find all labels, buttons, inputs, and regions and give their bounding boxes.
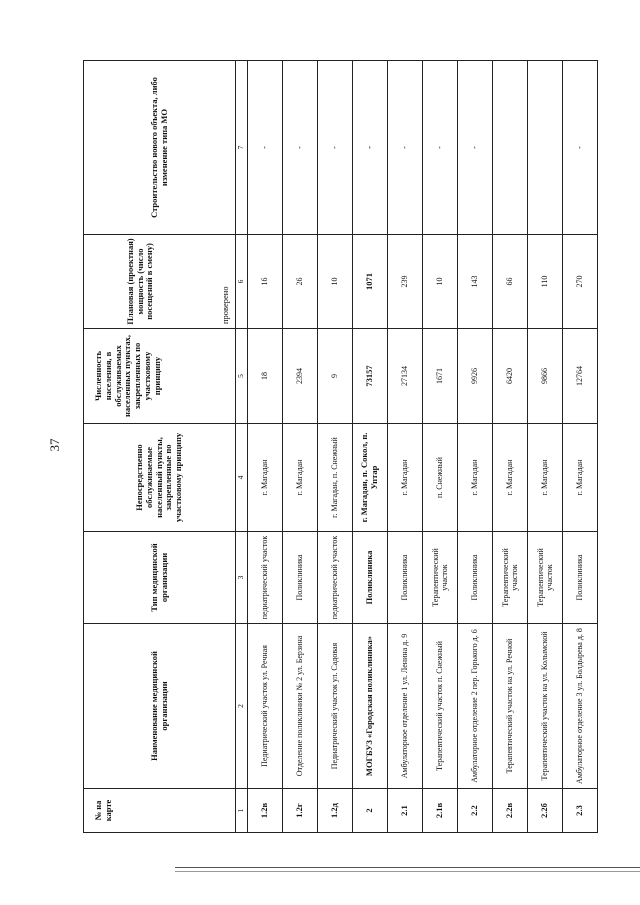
- cell-construction-change: -: [318, 61, 353, 235]
- table-row: [563, 61, 598, 833]
- cell-served-settlements: г. Магадан: [388, 424, 423, 532]
- table-row: [388, 61, 423, 833]
- cell-organization-name: Амбулаторное отделение 1 ул. Ленина д. 9: [388, 624, 423, 789]
- col-num-5: 5: [236, 329, 248, 424]
- cell-map-number: 2.2б: [528, 789, 563, 833]
- header-capacity: [84, 235, 236, 329]
- rotated-table-wrapper: [83, 61, 585, 833]
- cell-construction-change: -: [388, 61, 423, 235]
- medical-organizations-table: [83, 60, 598, 833]
- cell-population: 9926: [458, 329, 493, 424]
- cell-organization-type: Терапевтический участок: [528, 532, 563, 624]
- col-num-3: 3: [236, 532, 248, 624]
- table-row: [248, 61, 283, 833]
- cell-population: 9866: [528, 329, 563, 424]
- cell-map-number: 1.2в: [248, 789, 283, 833]
- cell-organization-name: Терапевтический участок п. Снежный: [423, 624, 458, 789]
- cell-construction-change: [528, 61, 563, 235]
- cell-capacity: 16: [248, 235, 283, 329]
- document-page: [83, 61, 585, 833]
- cell-organization-type: Поликлиника: [353, 532, 388, 624]
- cell-map-number: 2.2в: [493, 789, 528, 833]
- cell-capacity: 270: [563, 235, 598, 329]
- cell-population: 6420: [493, 329, 528, 424]
- header-organization-name: Наименование медицинской организации: [84, 624, 236, 789]
- table-row-summary: [353, 61, 388, 833]
- table-row: [528, 61, 563, 833]
- table-row: [458, 61, 493, 833]
- header-map-number: № на карте: [84, 789, 236, 833]
- cell-capacity: 26: [283, 235, 318, 329]
- cell-organization-type: Терапевтический участок: [423, 532, 458, 624]
- cell-served-settlements: г. Магадан: [528, 424, 563, 532]
- cell-organization-name: Педиатрический участок ул. Садовая: [318, 624, 353, 789]
- cell-served-settlements: г. Магадан: [493, 424, 528, 532]
- cell-capacity: 66: [493, 235, 528, 329]
- cell-capacity: 1071: [353, 235, 388, 329]
- table-row: [493, 61, 528, 833]
- cell-construction-change: -: [353, 61, 388, 235]
- cell-organization-name: Амбулаторное отделение 3 ул. Болдырева д. 8: [563, 624, 598, 789]
- cell-organization-name: Терапевтический участок на ул. Колымской: [528, 624, 563, 789]
- cell-organization-type: Поликлиника: [388, 532, 423, 624]
- cell-served-settlements: г. Магадан: [283, 424, 318, 532]
- cell-capacity: 239: [388, 235, 423, 329]
- header-construction-change: Строительство нового объекта, либо изменение типа МО: [84, 61, 236, 235]
- page-number: 37: [47, 438, 62, 452]
- cell-map-number: 2.3: [563, 789, 598, 833]
- cell-construction-change: [493, 61, 528, 235]
- cell-organization-type: Поликлиника: [283, 532, 318, 624]
- cell-map-number: 2.1в: [423, 789, 458, 833]
- cell-population: 9: [318, 329, 353, 424]
- table-row: [318, 61, 353, 833]
- cell-map-number: 2.2: [458, 789, 493, 833]
- column-number-row: [236, 61, 248, 833]
- cell-organization-type: Поликлиника: [563, 532, 598, 624]
- cell-served-settlements: г. Магадан: [563, 424, 598, 532]
- header-capacity-note: проверено: [220, 286, 231, 324]
- cell-map-number: 1.2г: [283, 789, 318, 833]
- table-row: [423, 61, 458, 833]
- col-num-7: 7: [236, 61, 248, 235]
- cell-population: 12764: [563, 329, 598, 424]
- cell-organization-type: Терапевтический участок: [493, 532, 528, 624]
- col-num-6: 6: [236, 235, 248, 329]
- header-population: Численность населения, в обслуживаемых населенных пунктах, закрепленных по участковому принципу: [84, 329, 236, 424]
- cell-capacity: 10: [318, 235, 353, 329]
- cell-construction-change: -: [423, 61, 458, 235]
- col-num-1: 1: [236, 789, 248, 833]
- cell-construction-change: -: [283, 61, 318, 235]
- cell-served-settlements: г. Магадан, п. Сокол, п. Уптар: [353, 424, 388, 532]
- cell-organization-name: МОГБУЗ «Городская поликлиника»: [353, 624, 388, 789]
- table-row: [283, 61, 318, 833]
- header-served-settlements: Непосредственно обслуживаемые населенный пункты, закрепленные по участковому принципу: [84, 424, 236, 532]
- cell-organization-name: Терапевтический участок на ул. Речной: [493, 624, 528, 789]
- scan-edge-line: [175, 871, 640, 872]
- cell-population: 18: [248, 329, 283, 424]
- cell-served-settlements: г. Магадан: [458, 424, 493, 532]
- cell-served-settlements: г. Магадан, п. Снежный: [318, 424, 353, 532]
- header-row: [84, 61, 236, 833]
- cell-served-settlements: г. Магадан: [248, 424, 283, 532]
- cell-population: 73157: [353, 329, 388, 424]
- cell-organization-type: педиатрический участок: [318, 532, 353, 624]
- header-capacity-label: Плановая (проектная) мощность (число посещений в смену): [124, 238, 155, 325]
- col-num-2: 2: [236, 624, 248, 789]
- cell-population: 2394: [283, 329, 318, 424]
- cell-population: 1671: [423, 329, 458, 424]
- cell-map-number: 2: [353, 789, 388, 833]
- scan-edge-line: [175, 867, 640, 868]
- cell-construction-change: -: [248, 61, 283, 235]
- col-num-4: 4: [236, 424, 248, 532]
- cell-capacity: 110: [528, 235, 563, 329]
- cell-map-number: 1.2д: [318, 789, 353, 833]
- cell-organization-name: Отделение поликлиники № 2 ул. Берзина: [283, 624, 318, 789]
- cell-construction-change: -: [458, 61, 493, 235]
- cell-organization-name: Амбулаторное отделение 2 пер. Горького д. 6: [458, 624, 493, 789]
- cell-served-settlements: п. Снежный: [423, 424, 458, 532]
- cell-map-number: 2.1: [388, 789, 423, 833]
- cell-organization-name: Педиатрический участок ул. Речная: [248, 624, 283, 789]
- cell-capacity: 143: [458, 235, 493, 329]
- cell-capacity: 10: [423, 235, 458, 329]
- header-organization-type: Тип медицинской организации: [84, 532, 236, 624]
- table-body: [248, 61, 598, 833]
- cell-population: 27134: [388, 329, 423, 424]
- cell-organization-type: Поликлиника: [458, 532, 493, 624]
- cell-organization-type: педиатрический участок: [248, 532, 283, 624]
- cell-construction-change: -: [563, 61, 598, 235]
